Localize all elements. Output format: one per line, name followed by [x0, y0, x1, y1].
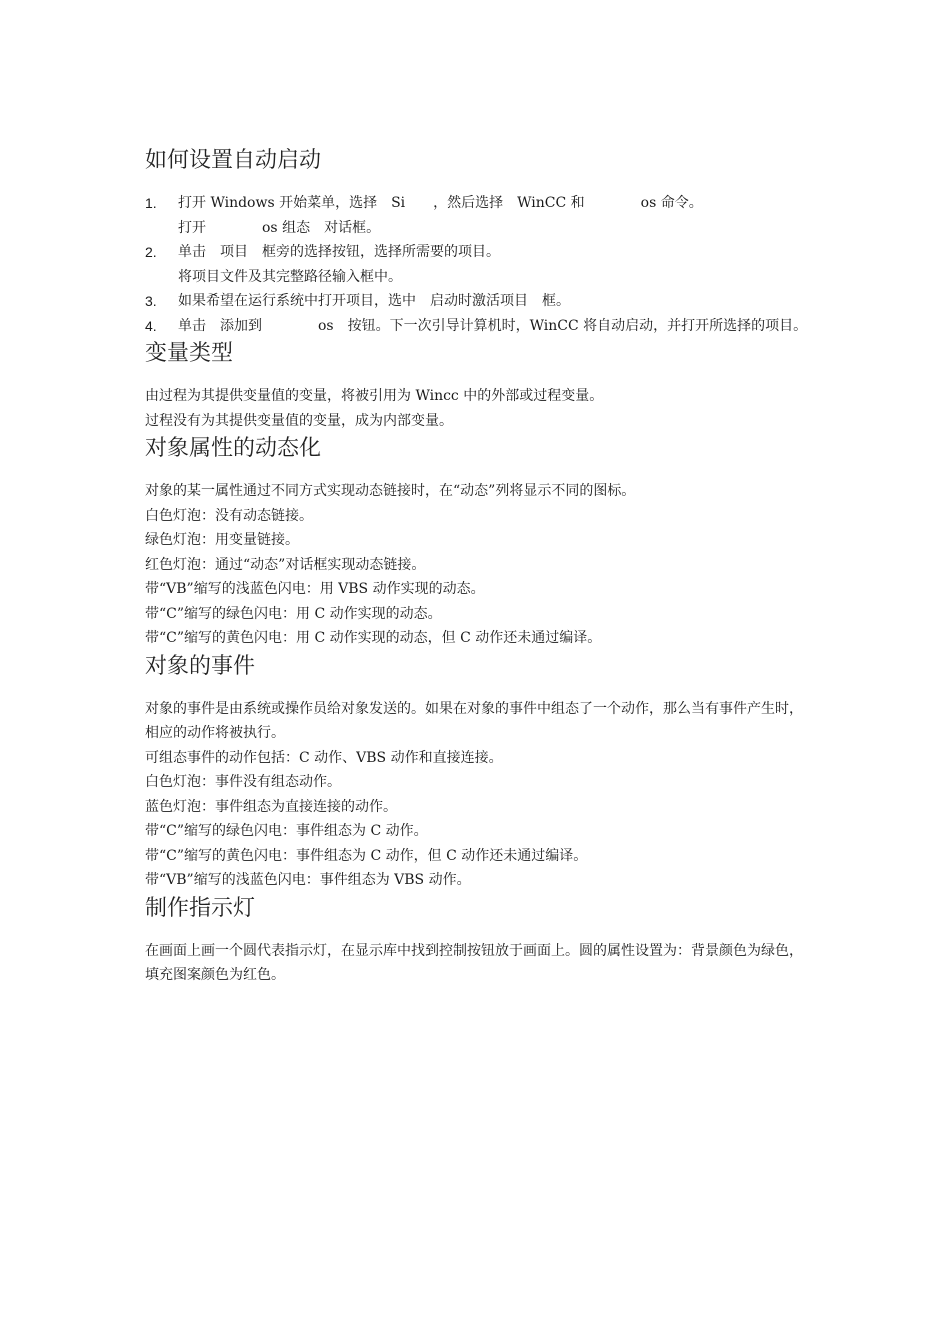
paragraph: 带“C”缩写的绿色闪电：事件组态为 C 动作。 — [145, 823, 428, 839]
paragraph: 对象的事件是由系统或操作员给对象发送的。如果在对象的事件中组态了一个动作，那么当有事件产生时，相应的动作将被执行。 — [145, 700, 803, 741]
step-text: 打开 Windows 开始菜单，选择 Si ，然后选择 WinCC 和 os 命令。 — [178, 195, 703, 211]
paragraph: 在画面上画一个圆代表指示灯，在显示库中找到控制按钮放于画面上。圆的属性设置为：背景颜色为绿色，填充图案颜色为红色。 — [145, 942, 803, 983]
step-number: 3. — [145, 293, 157, 309]
paragraph: 由过程为其提供变量值的变量，将被引用为 Wincc 中的外部或过程变量。 — [145, 388, 604, 404]
heading-variable-types: 变量类型 — [145, 341, 234, 366]
paragraph: 蓝色灯泡：事件组态为直接连接的动作。 — [145, 798, 397, 815]
step-item — [145, 240, 810, 289]
paragraph: 带“VB”缩写的浅蓝色闪电：事件组态为 VBS 动作。 — [145, 872, 471, 888]
step-text: 打开 os 组态 对话框。 — [178, 219, 381, 236]
step-text: 如果希望在运行系统中打开项目，选中 启动时激活项目 框。 — [178, 293, 570, 309]
paragraph: 绿色灯泡：用变量链接。 — [145, 532, 299, 548]
paragraph: 可组态事件的动作包括：C 动作、VBS 动作和直接连接。 — [145, 749, 503, 766]
paragraph: 白色灯泡：事件没有组态动作。 — [145, 774, 341, 790]
paragraph: 白色灯泡：没有动态链接。 — [145, 507, 313, 524]
step-number: 2. — [145, 244, 157, 260]
paragraph: 红色灯泡：通过“动态”对话框实现动态链接。 — [145, 556, 426, 573]
autostart-steps — [145, 191, 810, 338]
step-text: 单击 项目 框旁的选择按钮，选择所需要的项目。 — [178, 244, 500, 260]
paragraph: 带“C”缩写的黄色闪电：事件组态为 C 动作，但 C 动作还未通过编译。 — [145, 847, 588, 864]
heading-indicator-light: 制作指示灯 — [145, 895, 256, 921]
paragraph: 带“C”缩写的绿色闪电：用 C 动作实现的动态。 — [145, 605, 442, 622]
step-text: 将项目文件及其完整路径输入框中。 — [178, 268, 402, 285]
paragraph: 过程没有为其提供变量值的变量，成为内部变量。 — [145, 412, 453, 429]
step-item — [145, 314, 810, 339]
step-text: 单击 添加到 os 按钮。下一次引导计算机时，WinCC 将自动启动，并打开所选择的项目。 — [178, 317, 808, 334]
paragraph: 对象的某一属性通过不同方式实现动态链接时，在“动态”列将显示不同的图标。 — [145, 483, 636, 499]
document-body — [145, 145, 810, 988]
paragraph: 带“VB”缩写的浅蓝色闪电：用 VBS 动作实现的动态。 — [145, 581, 485, 597]
step-item — [145, 289, 810, 314]
heading-object-events: 对象的事件 — [145, 653, 256, 679]
heading-dynamic-properties: 对象属性的动态化 — [145, 436, 322, 461]
paragraph: 带“C”缩写的黄色闪电：用 C 动作实现的动态，但 C 动作还未通过编译。 — [145, 630, 602, 646]
heading-autostart: 如何设置自动启动 — [145, 148, 322, 173]
step-number: 1. — [145, 195, 157, 211]
step-number: 4. — [145, 317, 157, 334]
step-item — [145, 191, 810, 240]
